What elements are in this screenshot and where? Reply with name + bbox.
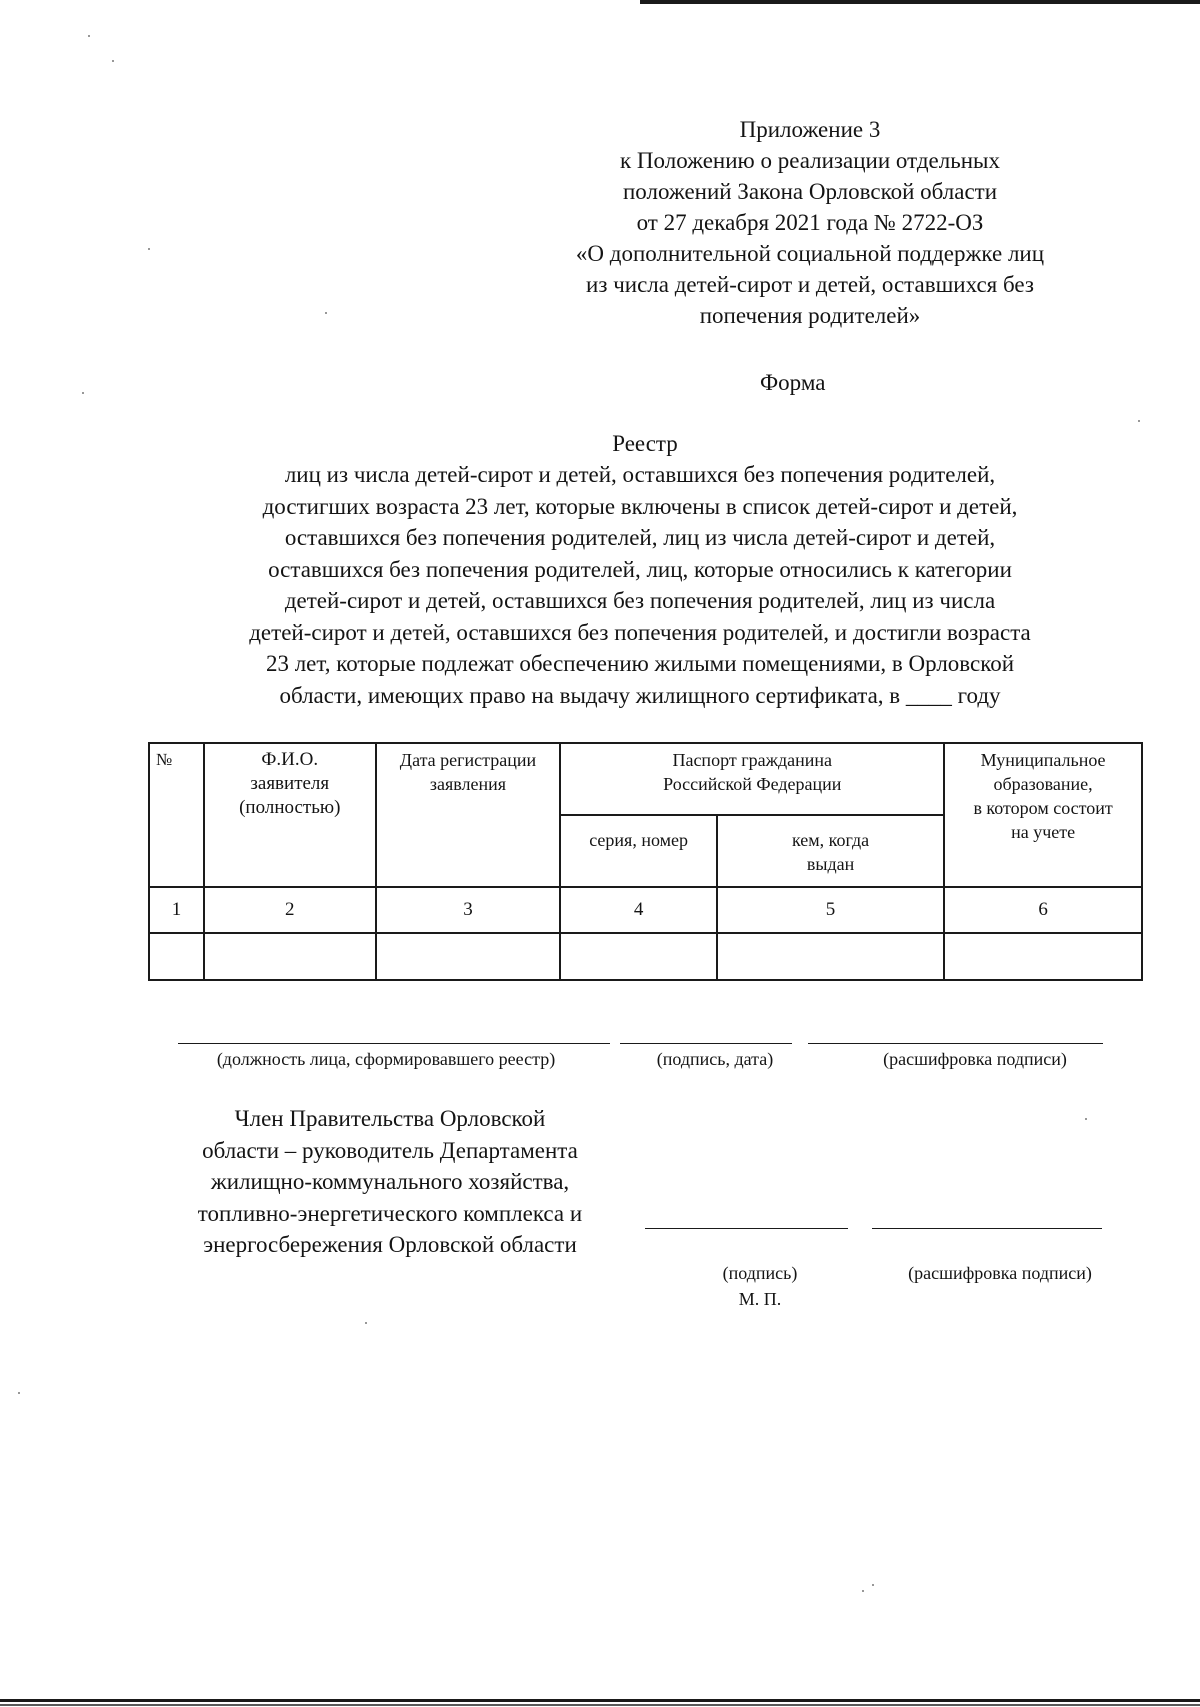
header-number [149,743,204,887]
header-issued-line: кем, когда [791,830,870,850]
column-number: 4 [560,887,717,933]
scan-speck [148,248,150,250]
decoding-caption: (расшифровка подписи) [883,1049,1067,1069]
scan-speck [88,35,90,37]
position-signature-line [178,1043,610,1044]
member-title-line: топливно-энергетического комплекса и [197,1200,583,1226]
empty-cell [944,933,1142,980]
member-decoding-line [872,1228,1102,1229]
appendix-header [520,114,1100,331]
column-number: 1 [149,887,204,933]
registry-line: 23 лет, которые подлежат обеспечению жилыми помещениями, в Орловской [265,651,1015,676]
header-number-text: № [156,750,173,769]
scan-speck [1085,1118,1087,1120]
decoding-signature-line [808,1043,1103,1044]
member-title-line: жилищно-коммунального хозяйства, [210,1169,570,1194]
scan-speck [872,1584,874,1586]
scan-speck [365,1322,367,1324]
header-passport [560,743,944,815]
scan-speck [325,312,327,314]
signature-date-caption: (подпись, дата) [656,1049,774,1069]
appendix-line: положений Закона Орловской области [622,179,998,204]
header-date-line: Дата регистрации [399,750,537,770]
registry-line: оставшихся без попечения родителей, лиц из числа детей-сирот и детей, [284,525,996,550]
header-fio-line: заявителя [250,773,330,794]
empty-cell [717,933,944,980]
table-header-row [149,743,1142,815]
position-caption: (должность лица, сформировавшего реестр) [216,1049,556,1069]
registry-line: детей-сирот и детей, оставшихся без попечения родителей, лиц из числа [284,588,996,613]
scan-speck [1138,420,1140,422]
header-passport-line: Паспорт гражданина [672,750,833,770]
registry-description [140,459,1140,711]
header-date-line: заявления [429,774,507,794]
header-municipality [944,743,1142,887]
column-number: 6 [944,887,1142,933]
scan-edge-bottom [0,1699,1200,1702]
appendix-line: к Положению о реализации отдельных [620,148,1000,173]
header-passport-series [560,815,717,887]
column-number: 5 [717,887,944,933]
scan-speck [862,1590,864,1592]
member-title-line: Член Правительства Орловской [234,1106,546,1131]
header-passport-issued [717,815,944,887]
seal-caption: М. П. [738,1289,782,1309]
column-number-row [149,887,1142,933]
header-passport-line: Российской Федерации [663,774,842,794]
government-member-title [140,1103,640,1261]
signature-date-line [620,1043,792,1044]
registry-line: оставшихся без попечения родителей, лиц, которые относились к категории [268,556,1012,582]
empty-cell [149,933,204,980]
header-fio [204,743,376,887]
empty-cell [560,933,717,980]
appendix-line: попечения родителей» [699,303,921,328]
registry-table [148,742,1143,981]
scan-edge-bottom-shadow [0,1704,1200,1706]
form-label: Форма [760,370,826,395]
empty-data-row [149,933,1142,980]
scan-speck [112,60,114,62]
member-title-line: энергосбережения Орловской области [203,1232,577,1257]
member-title-line: области – руководитель Департамента [202,1137,578,1163]
header-municipality-line: образование, [993,774,1093,794]
header-municipality-line: в котором состоит [973,798,1113,818]
header-municipality-line: Муниципальное [980,750,1106,770]
scan-speck [18,1392,20,1394]
member-decoding-caption: (расшифровка подписи) [908,1263,1092,1283]
header-passport-series-text: серия, номер [589,830,688,850]
header-fio-line: Ф.И.О. [261,749,319,770]
registry-line: области, имеющих право на выдачу жилищного сертификата, в ____ году [279,682,1001,708]
registry-line: достигших возраста 23 лет, которые включены в список детей-сирот и детей, [262,493,1018,519]
header-issued-line: выдан [806,854,855,874]
appendix-line: Приложение 3 [739,117,881,142]
empty-cell [376,933,561,980]
registry-line: детей-сирот и детей, оставшихся без попечения родителей, и достигли возраста [249,619,1031,645]
registry-title: Реестр [612,431,678,456]
scan-speck [82,392,84,394]
header-registration-date [376,743,561,887]
header-fio-line: (полностью) [239,797,341,818]
appendix-line: «О дополнительной социальной поддержке лиц [575,241,1045,266]
member-signature-caption: (подпись) [722,1263,798,1283]
column-number: 2 [204,887,376,933]
column-number: 3 [376,887,561,933]
member-signature-line [645,1228,848,1229]
scan-edge-top [640,0,1200,4]
empty-cell [204,933,376,980]
registry-line: лиц из числа детей-сирот и детей, оставшихся без попечения родителей, [284,462,996,487]
appendix-line: от 27 декабря 2021 года № 2722-ОЗ [636,210,984,235]
appendix-line: из числа детей-сирот и детей, оставшихся без [586,272,1034,297]
header-municipality-line: на учете [1011,822,1076,842]
